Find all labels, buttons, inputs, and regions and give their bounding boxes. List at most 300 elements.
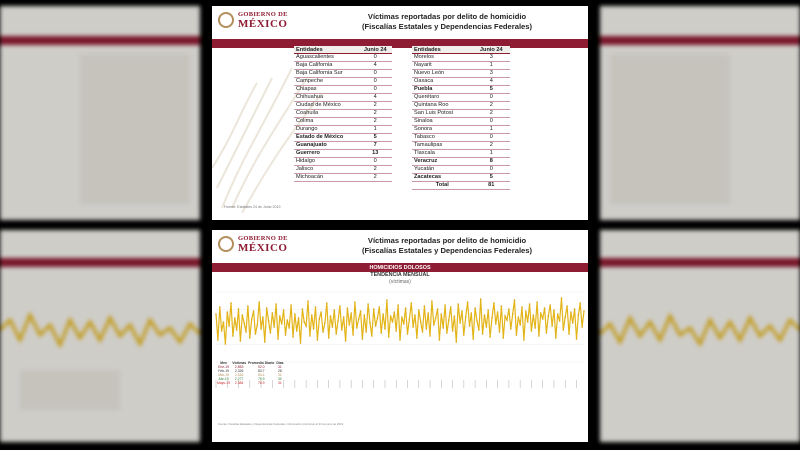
data-point bbox=[334, 309, 336, 311]
cell-entidad: Zacatecas bbox=[412, 174, 473, 182]
cell-valor: 1 bbox=[473, 126, 510, 134]
data-point bbox=[386, 299, 388, 301]
data-point bbox=[579, 302, 581, 304]
data-point bbox=[476, 320, 478, 322]
cell-entidad: Oaxaca bbox=[412, 78, 473, 86]
table-row bbox=[294, 86, 392, 94]
summary-cell: 30 bbox=[278, 377, 282, 381]
data-point bbox=[255, 333, 257, 335]
data-point bbox=[403, 323, 405, 325]
table-row bbox=[294, 142, 392, 150]
data-point bbox=[247, 305, 249, 307]
table-row bbox=[294, 54, 392, 62]
data-point bbox=[459, 322, 461, 324]
data-point bbox=[482, 333, 484, 335]
data-point bbox=[574, 308, 576, 310]
left-blurred-backdrop bbox=[0, 0, 200, 450]
data-point bbox=[561, 297, 563, 299]
data-point bbox=[427, 312, 429, 314]
cell-entidad: Sinaloa bbox=[412, 118, 473, 126]
data-point bbox=[433, 324, 435, 326]
cell-valor: 5 bbox=[358, 134, 392, 142]
col-entidades: Entidades bbox=[412, 46, 473, 54]
data-point bbox=[435, 317, 437, 319]
summary-cell: Abr-19 bbox=[218, 377, 229, 381]
data-point bbox=[576, 338, 578, 340]
data-point bbox=[367, 303, 369, 305]
data-point bbox=[258, 301, 260, 303]
cell-valor: 2 bbox=[358, 174, 392, 182]
data-point bbox=[382, 313, 384, 315]
cell-entidad: Aguascalientes bbox=[294, 54, 358, 62]
cell-entidad: Sonora bbox=[412, 126, 473, 134]
data-point bbox=[315, 306, 317, 308]
data-point bbox=[219, 306, 221, 308]
data-point bbox=[309, 335, 311, 337]
data-point bbox=[349, 324, 351, 326]
data-point bbox=[373, 308, 375, 310]
cell-valor: 8 bbox=[473, 158, 510, 166]
data-point bbox=[501, 305, 503, 307]
data-point bbox=[551, 325, 553, 327]
data-point bbox=[504, 315, 506, 317]
data-point bbox=[557, 313, 559, 315]
summary-cell: 2,853 bbox=[234, 365, 244, 369]
cell-valor: 3 bbox=[473, 54, 510, 62]
data-point bbox=[266, 307, 268, 309]
cell-entidad: Morelos bbox=[412, 54, 473, 62]
table-row bbox=[294, 118, 392, 126]
data-point bbox=[296, 330, 298, 332]
data-point bbox=[260, 328, 262, 330]
data-point bbox=[352, 334, 354, 336]
data-point bbox=[409, 318, 411, 320]
data-point bbox=[326, 302, 328, 304]
cell-valor: 7 bbox=[358, 142, 392, 150]
cell-valor: 0 bbox=[473, 94, 510, 102]
data-point bbox=[303, 321, 305, 323]
cell-valor: 0 bbox=[473, 118, 510, 126]
data-point bbox=[531, 330, 533, 332]
data-point bbox=[392, 321, 394, 323]
data-point bbox=[519, 324, 521, 326]
data-point bbox=[275, 303, 277, 305]
data-point bbox=[484, 314, 486, 316]
data-point bbox=[300, 342, 302, 344]
data-point bbox=[236, 329, 238, 331]
summary-cell: Mar-19 bbox=[218, 373, 229, 377]
data-point bbox=[581, 326, 583, 328]
data-point bbox=[518, 316, 520, 318]
data-point bbox=[330, 315, 332, 317]
data-point bbox=[345, 340, 347, 342]
data-point bbox=[268, 320, 270, 322]
data-point bbox=[234, 317, 236, 319]
data-point bbox=[249, 337, 251, 339]
data-point bbox=[394, 311, 396, 313]
data-point bbox=[339, 305, 341, 307]
data-point bbox=[533, 314, 535, 316]
data-point bbox=[337, 320, 339, 322]
data-point bbox=[549, 304, 551, 306]
data-point bbox=[317, 339, 319, 341]
table-row bbox=[294, 102, 392, 110]
summary-cell: 75.9 bbox=[257, 377, 265, 381]
data-point bbox=[322, 331, 324, 333]
data-point bbox=[227, 311, 229, 313]
data-point bbox=[424, 305, 426, 307]
data-point bbox=[422, 331, 424, 333]
cell-valor: 0 bbox=[358, 78, 392, 86]
data-point bbox=[285, 334, 287, 336]
data-point bbox=[305, 325, 307, 327]
summary-col-header: Promedio Diario bbox=[248, 361, 275, 365]
data-point bbox=[525, 310, 527, 312]
data-point bbox=[390, 315, 392, 317]
data-point bbox=[292, 336, 294, 338]
data-point bbox=[262, 316, 264, 318]
cell-entidad: Jalisco bbox=[294, 166, 358, 174]
col-entidades: Entidades bbox=[294, 46, 358, 54]
cell-valor: 0 bbox=[358, 54, 392, 62]
cell-entidad: Baja California Sur bbox=[294, 70, 358, 78]
data-point bbox=[444, 304, 446, 306]
data-point bbox=[240, 340, 242, 342]
data-point bbox=[536, 301, 538, 303]
data-point bbox=[499, 331, 501, 333]
data-point bbox=[487, 309, 489, 311]
data-point bbox=[283, 309, 285, 311]
data-point bbox=[480, 298, 482, 300]
table-row bbox=[294, 62, 392, 70]
table-row bbox=[294, 126, 392, 134]
data-point bbox=[416, 337, 418, 339]
data-point bbox=[228, 325, 230, 327]
data-point bbox=[401, 316, 403, 318]
col-fecha: Junio 24 bbox=[473, 46, 510, 54]
data-point bbox=[225, 343, 227, 345]
data-point bbox=[548, 315, 550, 317]
data-point bbox=[467, 301, 469, 303]
data-point bbox=[335, 333, 337, 335]
data-point bbox=[288, 327, 290, 329]
data-point bbox=[493, 302, 495, 304]
data-point bbox=[364, 314, 366, 316]
data-point bbox=[332, 326, 334, 328]
summary-row bbox=[216, 381, 285, 385]
data-point bbox=[347, 307, 349, 309]
brand-band bbox=[212, 39, 588, 48]
title-line-1: Víctimas reportadas por delito de homicidio bbox=[367, 12, 527, 21]
data-point bbox=[441, 313, 443, 315]
table-row bbox=[412, 118, 510, 126]
data-point bbox=[311, 314, 313, 316]
data-point bbox=[544, 307, 546, 309]
cell-entidad: San Luis Potosí bbox=[412, 110, 473, 118]
table-right bbox=[412, 46, 510, 190]
data-point bbox=[412, 326, 414, 328]
table-row bbox=[412, 94, 510, 102]
blurred-slide-bottom bbox=[0, 230, 200, 442]
summary-cell: 31 bbox=[278, 381, 282, 385]
data-point bbox=[465, 316, 467, 318]
table-header bbox=[412, 46, 510, 54]
table-row bbox=[294, 78, 392, 86]
data-point bbox=[418, 309, 420, 311]
data-point bbox=[273, 326, 275, 328]
cell-entidad: Ciudad de México bbox=[294, 102, 358, 110]
cell-entidad: Quintana Roo bbox=[412, 102, 473, 110]
cell-valor: 2 bbox=[473, 110, 510, 118]
blurred-slide-bottom bbox=[600, 230, 800, 442]
logo-line-1: GOBIERNO DE bbox=[238, 11, 288, 18]
data-point bbox=[320, 311, 322, 313]
summary-col-header: Días bbox=[276, 361, 284, 365]
data-point bbox=[439, 339, 441, 341]
data-point bbox=[371, 335, 373, 337]
data-point bbox=[270, 332, 272, 334]
data-point bbox=[512, 313, 514, 315]
slide-header bbox=[212, 6, 588, 38]
data-point bbox=[472, 338, 474, 340]
data-point bbox=[572, 322, 574, 324]
data-point bbox=[399, 339, 401, 341]
data-point bbox=[411, 302, 413, 304]
cell-entidad: Tlaxcala bbox=[412, 150, 473, 158]
data-point bbox=[529, 303, 531, 305]
data-point bbox=[521, 306, 523, 308]
cell-entidad: Coahuila bbox=[294, 110, 358, 118]
cell-entidad: Baja California bbox=[294, 62, 358, 70]
chart-footnote: Fuente: Fiscalías Estatales y Dependencias Federales. Información preliminar al 24 de junio de 2019. bbox=[218, 422, 344, 426]
table-row bbox=[294, 110, 392, 118]
data-point bbox=[384, 328, 386, 330]
data-point bbox=[426, 328, 428, 330]
title-line-1: Víctimas reportadas por delito de homicidio bbox=[367, 236, 527, 245]
data-point bbox=[534, 327, 536, 329]
cell-valor: 2 bbox=[358, 118, 392, 126]
cell-valor: 1 bbox=[473, 62, 510, 70]
table-row bbox=[412, 158, 510, 166]
data-point bbox=[559, 320, 561, 322]
data-point bbox=[395, 330, 397, 332]
gobierno-mexico-logo bbox=[218, 235, 302, 259]
data-point bbox=[456, 341, 458, 343]
cell-valor: 2 bbox=[358, 166, 392, 174]
data-point bbox=[230, 302, 232, 304]
data-point bbox=[495, 323, 497, 325]
data-point bbox=[319, 318, 321, 320]
cell-entidad: Estado de México bbox=[294, 134, 358, 142]
table-row bbox=[294, 174, 392, 182]
summary-cell: 2,616 bbox=[234, 373, 244, 377]
table-row bbox=[294, 134, 392, 142]
chart-title-2: TENDENCIA MENSUAL bbox=[370, 272, 430, 278]
table-row bbox=[412, 142, 510, 150]
logo-line-2: MÉXICO bbox=[238, 242, 288, 254]
data-point bbox=[253, 310, 255, 312]
data-point bbox=[369, 322, 371, 324]
data-point bbox=[563, 329, 565, 331]
data-point bbox=[397, 304, 399, 306]
monthly-summary-table bbox=[216, 361, 285, 385]
cell-valor: 5 bbox=[473, 86, 510, 94]
data-point bbox=[431, 300, 433, 302]
data-point bbox=[508, 308, 510, 310]
cell-entidad: Veracruz bbox=[412, 158, 473, 166]
cell-valor: 2 bbox=[358, 110, 392, 118]
summary-cell: Mayo-19 bbox=[217, 381, 231, 385]
data-point bbox=[452, 330, 454, 332]
data-point bbox=[313, 328, 315, 330]
table-row bbox=[412, 70, 510, 78]
cell-valor: 0 bbox=[473, 166, 510, 174]
data-point bbox=[277, 338, 279, 340]
table-row bbox=[412, 102, 510, 110]
summary-cell: 2,326 bbox=[234, 369, 244, 373]
cell-entidad: Michoacán bbox=[294, 174, 358, 182]
data-point bbox=[474, 307, 476, 309]
cell-entidad: Yucatán bbox=[412, 166, 473, 174]
cell-valor: 0 bbox=[358, 70, 392, 78]
data-point bbox=[450, 306, 452, 308]
data-point bbox=[578, 314, 580, 316]
table-row bbox=[412, 174, 510, 182]
data-point bbox=[471, 312, 473, 314]
data-point bbox=[486, 326, 488, 328]
data-point bbox=[514, 299, 516, 301]
cell-valor: 2 bbox=[358, 102, 392, 110]
cell-entidad: Querétaro bbox=[412, 94, 473, 102]
cell-valor: 13 bbox=[358, 150, 392, 158]
cell-entidad: Campeche bbox=[294, 78, 358, 86]
data-point bbox=[328, 337, 330, 339]
data-point bbox=[457, 303, 459, 305]
cell-entidad: Durango bbox=[294, 126, 358, 134]
data-point bbox=[365, 331, 367, 333]
summary-cell: Feb-19 bbox=[218, 369, 229, 373]
cell-entidad: Guerrero bbox=[294, 150, 358, 158]
summary-cell: 84.4 bbox=[257, 373, 265, 377]
data-point bbox=[356, 327, 358, 329]
data-point bbox=[497, 311, 499, 313]
data-point bbox=[407, 333, 409, 335]
data-point bbox=[294, 313, 296, 315]
summary-cell: 28 bbox=[278, 369, 282, 373]
data-point bbox=[463, 334, 465, 336]
cell-valor: 0 bbox=[473, 134, 510, 142]
cell-entidad: Chiapas bbox=[294, 86, 358, 94]
data-point bbox=[538, 335, 540, 337]
data-point bbox=[429, 335, 431, 337]
data-point bbox=[527, 321, 529, 323]
data-point bbox=[454, 315, 456, 317]
summary-cell: 2,277 bbox=[234, 377, 244, 381]
data-point bbox=[272, 312, 274, 314]
summary-cell: 83.7 bbox=[257, 369, 265, 373]
summary-cell: Ene-19 bbox=[218, 365, 230, 369]
cell-entidad: Tamaulipas bbox=[412, 142, 473, 150]
data-point bbox=[341, 329, 343, 331]
gobierno-mexico-logo bbox=[218, 11, 302, 35]
data-point bbox=[242, 314, 244, 316]
blurred-slide-top bbox=[600, 6, 800, 220]
summary-cell: 2,384 bbox=[234, 381, 244, 385]
eagle-seal-icon bbox=[218, 12, 234, 28]
data-point bbox=[302, 308, 304, 310]
data-point bbox=[264, 341, 266, 343]
cell-valor: 1 bbox=[358, 126, 392, 134]
data-point bbox=[343, 316, 345, 318]
table-row bbox=[412, 110, 510, 118]
total-label: Total bbox=[412, 182, 473, 190]
data-point bbox=[546, 332, 548, 334]
summary-cell: 76.9 bbox=[257, 381, 265, 385]
data-point bbox=[354, 301, 356, 303]
cell-valor: 4 bbox=[358, 94, 392, 102]
cell-entidad: Chihuahua bbox=[294, 94, 358, 102]
series-line bbox=[216, 298, 584, 344]
data-point bbox=[215, 313, 217, 315]
table-row bbox=[294, 70, 392, 78]
data-point bbox=[380, 332, 382, 334]
cell-valor: 0 bbox=[358, 158, 392, 166]
slide-title bbox=[312, 12, 582, 32]
cell-valor: 2 bbox=[473, 142, 510, 150]
data-point bbox=[446, 332, 448, 334]
data-point bbox=[350, 312, 352, 314]
total-row bbox=[412, 182, 510, 190]
data-point bbox=[324, 322, 326, 324]
data-point bbox=[491, 317, 493, 319]
trend-line-chart bbox=[212, 270, 588, 420]
total-value: 81 bbox=[473, 182, 510, 190]
data-point bbox=[358, 318, 360, 320]
col-fecha: Junio 24 bbox=[358, 46, 392, 54]
data-point bbox=[523, 339, 525, 341]
data-point bbox=[516, 334, 518, 336]
cell-valor: 5 bbox=[473, 174, 510, 182]
table-row bbox=[294, 158, 392, 166]
data-point bbox=[307, 300, 309, 302]
data-point bbox=[503, 337, 505, 339]
data-point bbox=[232, 335, 234, 337]
table-row bbox=[294, 166, 392, 174]
data-point bbox=[377, 317, 379, 319]
cell-entidad: Colima bbox=[294, 118, 358, 126]
table-row bbox=[412, 126, 510, 134]
cell-valor: 4 bbox=[358, 62, 392, 70]
summary-cell: 92.0 bbox=[257, 365, 265, 369]
summary-cell: 31 bbox=[278, 373, 282, 377]
data-point bbox=[405, 307, 407, 309]
chart-unit: (víctimas) bbox=[389, 279, 411, 285]
data-point bbox=[298, 317, 300, 319]
data-point bbox=[442, 327, 444, 329]
cell-entidad: Hidalgo bbox=[294, 158, 358, 166]
data-point bbox=[360, 310, 362, 312]
data-point bbox=[570, 311, 572, 313]
blurred-slide-top bbox=[0, 6, 200, 220]
data-point bbox=[420, 321, 422, 323]
table-header bbox=[294, 46, 392, 54]
data-point bbox=[540, 312, 542, 314]
cell-valor: 1 bbox=[473, 150, 510, 158]
data-point bbox=[375, 325, 377, 327]
data-point bbox=[448, 319, 450, 321]
data-point bbox=[510, 328, 512, 330]
title-line-2: (Fiscalías Estatales y Dependencias Federales) bbox=[361, 246, 533, 255]
